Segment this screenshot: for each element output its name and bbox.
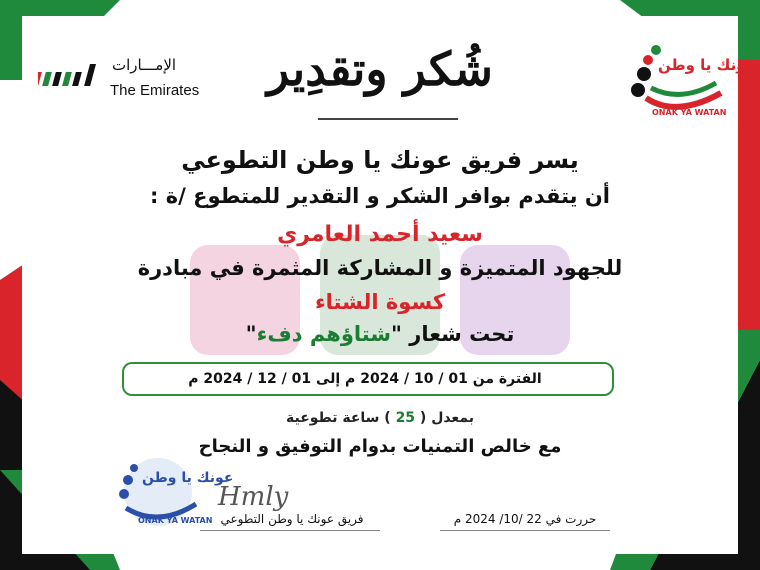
slogan-line [0,322,760,346]
signature: Hmly [218,482,289,512]
rate-suffix: ) ساعة تطوعية [286,410,391,426]
rate-prefix: بمعدل ( [419,410,474,426]
volunteer-name: سعيد أحمد العامري [277,222,483,247]
team-name-caption: فريق عونك يا وطن التطوعي [220,512,364,526]
signature-line [200,530,380,531]
team-logo-en: ONAK YA WATAN [652,108,727,117]
initiative-name: كسوة الشتاء [314,290,446,314]
title-underline [318,118,458,120]
closing-line: مع خالص التمنيات بدوام التوفيق و النجاح [198,436,562,457]
team-logo-bottom-en: ONAK YA WATAN [138,516,213,525]
date-issued: حررت في 22 /10/ 2024 م [453,512,597,526]
emirates-logo-ar: الإمـــارات [112,56,177,74]
rate-line [0,410,760,426]
emirates-logo-en: The Emirates [110,82,200,99]
slogan-prefix: تحت شعار " [391,322,515,346]
period-text: الفترة من 01 / 10 / 2024 م إلى 01 / 12 / 2024 م [188,371,542,387]
team-logo-ar: عونك يا وطن [658,56,756,74]
efforts-line: للجهود المتميزة و المشاركة المثمرة في مبادرة [137,256,623,280]
slogan: شتاؤهم دفء [256,322,392,346]
thanks-title: شُكر وتقدِير [267,42,493,96]
team-logo-bottom-ar: عونك يا وطن [142,470,234,486]
intro-line: يسر فريق عونك يا وطن التطوعي [181,146,579,174]
slogan-suffix: " [245,322,257,346]
thanks-line: أن يتقدم بوافر الشكر و التقدير للمتطوع /ة : [150,184,610,208]
date-line [440,530,610,531]
rate-hours: 25 [395,410,416,426]
